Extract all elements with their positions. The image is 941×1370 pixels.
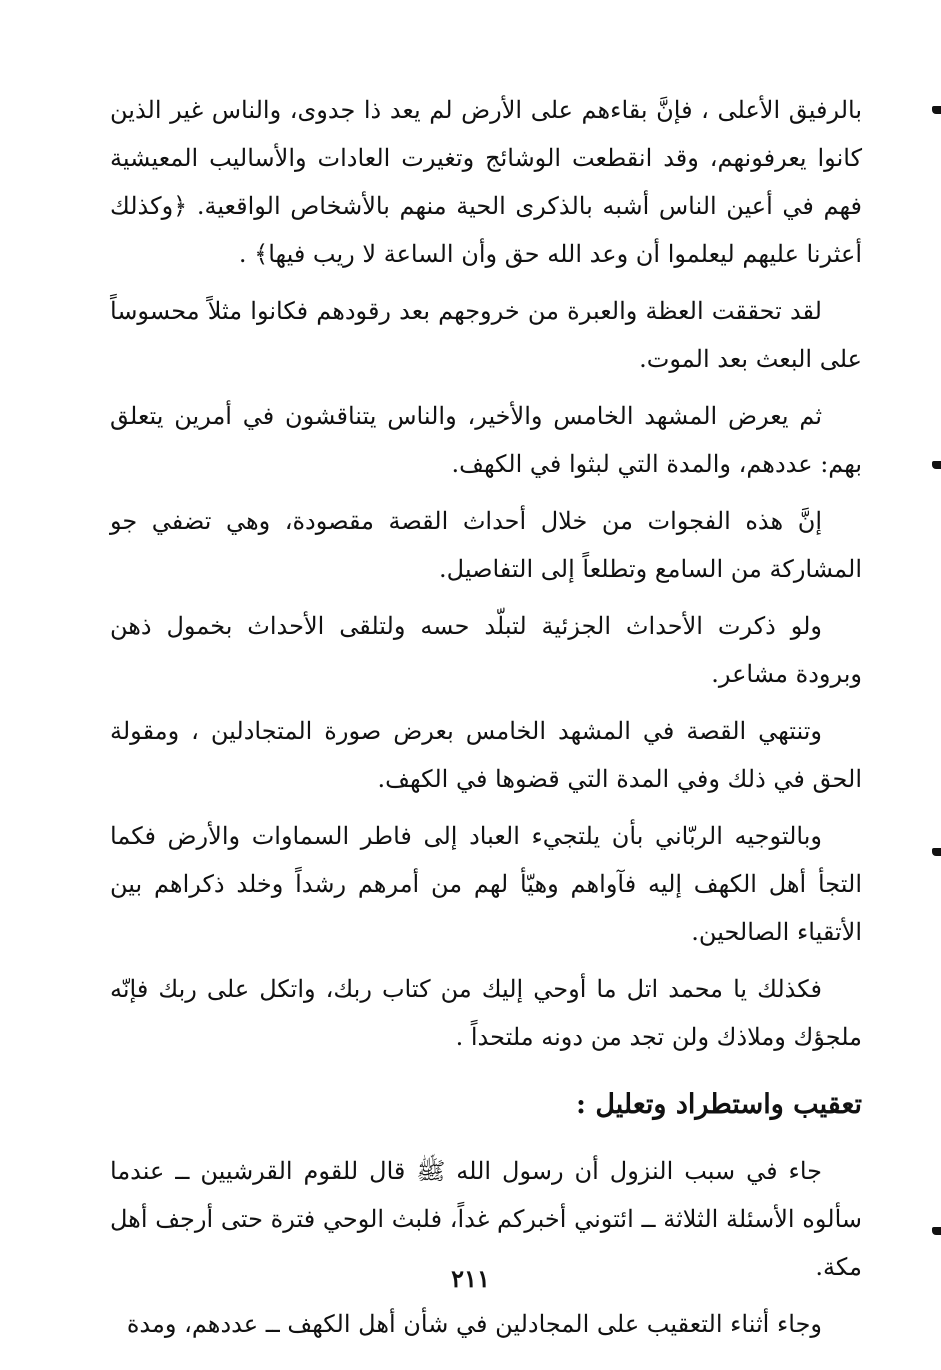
page-edge-mark: [932, 461, 941, 469]
page-edge-mark: [932, 848, 941, 856]
paragraph-8: فكذلك يا محمد اتل ما أوحي إليك من كتاب ربك، واتكل على ربك فإنّه ملجؤك وملاذك ولن تجد من دونه ملتحداً .: [110, 975, 862, 1051]
paragraph-10: وجاء أثناء التعقيب على المجادلين في شأن أهل الكهف ــ عددهم، ومدة: [126, 1310, 822, 1338]
paragraph-7: وبالتوجيه الربّاني بأن يلتجيء العباد إلى فاطر السماوات والأرض فكما التجأ أهل الكهف إليه فآواهم وهيّأ لهم من أمرهم رشداً وخلد ذكراهم بين الأتقياء الصالحين.: [110, 822, 862, 946]
paragraph-9: جاء في سبب النزول أن رسول الله ﷺ قال للقوم القرشيين ــ عندما سألوه الأسئلة الثلاثة ــ ائتوني أخبركم غداً، فلبث الوحي فترة حتى أرجف أهل مكة.: [110, 1157, 862, 1281]
paragraph-2: لقد تحققت العظة والعبرة من خروجهم بعد رقودهم فكانوا مثلاً محسوساً على البعث بعد الموت.: [110, 297, 862, 373]
page-edge-mark: [932, 106, 941, 114]
section-heading: تعقيب واستطراد وتعليل :: [575, 1089, 862, 1120]
paragraph-1: بالرفيق الأعلى ، فإنَّ بقاءهم على الأرض لم يعد ذا جدوى، والناس غير الذين كانوا يعرفونهم، وقد انقطعت الوشائج وتغيرت العادات والأساليب المعيشية فهم في أعين الناس أشبه بالذكرى الحية منهم بالأشخاص الواقعية. ﴿وكذلك أعثرنا عليهم ليعلموا أن وعد الله حق وأن الساعة لا ريب فيها﴾ .: [110, 96, 863, 268]
paragraph-5: ولو ذكرت الأحداث الجزئية لتبلّد حسه ولتلقى الأحداث بخمول ذهن وبرودة مشاعر.: [110, 612, 862, 688]
paragraph-6: وتنتهي القصة في المشهد الخامس بعرض صورة المتجادلين ، ومقولة الحق في ذلك وفي المدة التي قضوها في الكهف.: [110, 717, 862, 793]
paragraph-4: إنَّ هذه الفجوات من خلال أحداث القصة مقصودة، وهي تضفي جو المشاركة من السامع وتطلعاً إلى التفاصيل.: [110, 507, 862, 583]
paragraph-3: ثم يعرض المشهد الخامس والأخير، والناس يتناقشون في أمرين يتعلق بهم: عددهم، والمدة التي لبثوا في الكهف.: [110, 402, 862, 478]
page-number: ٢١١: [451, 1264, 490, 1293]
page-edge-mark: [932, 1227, 941, 1235]
page-body: [110, 86, 862, 1357]
